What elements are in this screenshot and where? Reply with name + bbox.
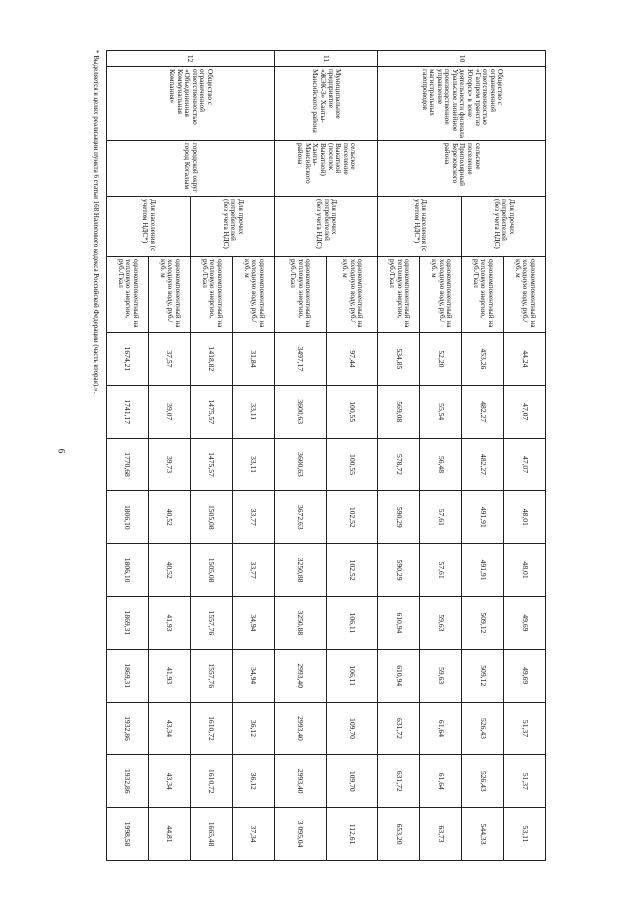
- tariff-value-cell: 1741,17: [107, 385, 149, 438]
- tariff-value-cell: 631,72: [378, 755, 420, 808]
- tariff-value-cell: 1806,10: [107, 491, 149, 544]
- tariff-table: [106, 50, 546, 861]
- tariff-value-cell: 2993,40: [274, 702, 326, 755]
- tariff-value-cell: 1475,57: [190, 438, 232, 491]
- tariff-value-cell: 33,11: [232, 438, 274, 491]
- tariff-value-cell: 482,27: [462, 385, 504, 438]
- tariff-value-cell: 57,61: [420, 491, 462, 544]
- tariff-type-cell: однокомпонентный на холодную воду, руб./куб. м: [232, 257, 274, 333]
- tariff-value-cell: 51,37: [504, 702, 546, 755]
- tariff-value-cell: 49,69: [504, 649, 546, 702]
- tariff-value-cell: 109,70: [326, 755, 378, 808]
- tariff-value-cell: 48,01: [504, 491, 546, 544]
- tariff-value-cell: 631,72: [378, 702, 420, 755]
- tariff-value-cell: 590,29: [378, 491, 420, 544]
- tariff-value-cell: 43,34: [149, 755, 191, 808]
- tariff-value-cell: 43,34: [149, 702, 191, 755]
- tariff-value-cell: 491,91: [462, 491, 504, 544]
- tariff-value-cell: 1665,48: [190, 808, 232, 861]
- tariff-value-cell: 1932,86: [107, 702, 149, 755]
- tariff-type-cell: однокомпонентный на тепловую энергию, руб./Гкал: [190, 257, 232, 333]
- tariff-value-cell: 482,27: [462, 438, 504, 491]
- tariff-type-cell: однокомпонентный на холодную воду, руб./куб. м: [420, 257, 462, 333]
- tariff-value-cell: 2993,40: [274, 649, 326, 702]
- tariff-value-cell: 526,43: [462, 755, 504, 808]
- tariff-value-cell: 1610,72: [190, 702, 232, 755]
- table-row: [232, 51, 274, 861]
- tariff-value-cell: 1610,72: [190, 755, 232, 808]
- tariff-value-cell: 112,61: [326, 808, 378, 861]
- tariff-value-cell: 31,84: [232, 333, 274, 386]
- tariff-value-cell: 34,94: [232, 596, 274, 649]
- tariff-value-cell: 97,44: [326, 333, 378, 386]
- tariff-value-cell: 491,91: [462, 544, 504, 597]
- table-row: [504, 51, 546, 861]
- tariff-value-cell: 55,54: [420, 385, 462, 438]
- consumer-group-cell: Для населения (с учетом НДС*): [378, 197, 462, 257]
- tariff-type-cell: однокомпонентный на холодную воду, руб./куб. м: [326, 257, 378, 333]
- tariff-value-cell: 33,77: [232, 491, 274, 544]
- tariff-value-cell: 61,64: [420, 755, 462, 808]
- tariff-value-cell: 1505,08: [190, 544, 232, 597]
- tariff-value-cell: 1932,86: [107, 755, 149, 808]
- table-row: [326, 51, 378, 861]
- tariff-value-cell: 1806,10: [107, 544, 149, 597]
- tariff-value-cell: 41,93: [149, 596, 191, 649]
- tariff-value-cell: 1557,76: [190, 596, 232, 649]
- tariff-value-cell: 48,01: [504, 544, 546, 597]
- tariff-value-cell: 2993,40: [274, 755, 326, 808]
- tariff-value-cell: 578,72: [378, 438, 420, 491]
- tariff-value-cell: 3497,17: [274, 333, 326, 386]
- tariff-value-cell: 569,08: [378, 385, 420, 438]
- tariff-type-cell: однокомпонентный на тепловую энергию, руб./Гкал: [378, 257, 420, 333]
- tariff-type-cell: однокомпонентный на холодную воду, руб./куб. м: [149, 257, 191, 333]
- tariff-value-cell: 653,20: [378, 808, 420, 861]
- tariff-value-cell: 3672,63: [274, 491, 326, 544]
- rotated-page-content: [86, 50, 546, 860]
- tariff-value-cell: 610,94: [378, 596, 420, 649]
- tariff-value-cell: 1998,58: [107, 808, 149, 861]
- territory-cell: городской округ город Когалым: [107, 141, 275, 197]
- tariff-value-cell: 39,07: [149, 385, 191, 438]
- tariff-value-cell: 509,12: [462, 596, 504, 649]
- tariff-value-cell: 610,94: [378, 649, 420, 702]
- tariff-value-cell: 36,12: [232, 702, 274, 755]
- tariff-value-cell: 3600,63: [274, 385, 326, 438]
- tariff-value-cell: 3 095,04: [274, 808, 326, 861]
- tariff-value-cell: 100,55: [326, 385, 378, 438]
- tariff-value-cell: 47,07: [504, 438, 546, 491]
- tariff-value-cell: 59,63: [420, 596, 462, 649]
- tariff-value-cell: 41,93: [149, 649, 191, 702]
- tariff-type-cell: однокомпонентный на холодную воду, руб./куб. м: [504, 257, 546, 333]
- tariff-value-cell: 1557,76: [190, 649, 232, 702]
- tariff-value-cell: 1770,68: [107, 438, 149, 491]
- tariff-value-cell: 33,11: [232, 385, 274, 438]
- tariff-value-cell: 56,48: [420, 438, 462, 491]
- tariff-value-cell: 453,26: [462, 333, 504, 386]
- tariff-value-cell: 37,57: [149, 333, 191, 386]
- tariff-value-cell: 544,33: [462, 808, 504, 861]
- tariff-value-cell: 102,52: [326, 544, 378, 597]
- tariff-value-cell: 1418,82: [190, 333, 232, 386]
- tariff-value-cell: 51,37: [504, 755, 546, 808]
- footnote: * Выделяется в целях реализации пункта 6 статьи 168 Налогового кодекса Российской Федерации (часть вторая).».: [92, 50, 100, 394]
- tariff-value-cell: 40,52: [149, 544, 191, 597]
- tariff-type-cell: однокомпонентный на тепловую энергию, руб./Гкал: [107, 257, 149, 333]
- tariff-value-cell: 34,94: [232, 649, 274, 702]
- row-index-cell: 11: [274, 51, 378, 67]
- tariff-value-cell: 3600,63: [274, 438, 326, 491]
- tariff-value-cell: 102,52: [326, 491, 378, 544]
- tariff-value-cell: 3250,88: [274, 544, 326, 597]
- tariff-value-cell: 526,43: [462, 702, 504, 755]
- organization-cell: Общество с ограниченной ответственностью «Объединенная Коммунальная Компания»: [107, 67, 275, 141]
- tariff-value-cell: 52,20: [420, 333, 462, 386]
- landscape-content: [86, 50, 546, 860]
- tariff-value-cell: 590,29: [378, 544, 420, 597]
- tariff-table-body: [107, 51, 546, 861]
- tariff-value-cell: 33,77: [232, 544, 274, 597]
- row-index-cell: 12: [107, 51, 275, 67]
- tariff-value-cell: 37,34: [232, 808, 274, 861]
- consumer-group-cell: Для прочих потребителей (без учета НДС): [462, 197, 546, 257]
- tariff-value-cell: 1475,57: [190, 385, 232, 438]
- tariff-type-cell: однокомпонентный на тепловую энергию, руб./Гкал: [462, 257, 504, 333]
- tariff-value-cell: 49,69: [504, 596, 546, 649]
- tariff-value-cell: 53,11: [504, 808, 546, 861]
- tariff-value-cell: 57,61: [420, 544, 462, 597]
- organization-cell: Муниципальное предприятие «ЖЭК-3» Ханты-Мансийского района: [274, 67, 378, 141]
- tariff-value-cell: 44,81: [149, 808, 191, 861]
- tariff-value-cell: 59,63: [420, 649, 462, 702]
- tariff-value-cell: 106,11: [326, 596, 378, 649]
- tariff-value-cell: 106,11: [326, 649, 378, 702]
- tariff-value-cell: 39,73: [149, 438, 191, 491]
- tariff-value-cell: 47,07: [504, 385, 546, 438]
- tariff-value-cell: 1674,21: [107, 333, 149, 386]
- tariff-value-cell: 1505,08: [190, 491, 232, 544]
- tariff-value-cell: 109,70: [326, 702, 378, 755]
- tariff-value-cell: 1869,31: [107, 596, 149, 649]
- territory-cell: сельское поселение Приполярный Березовского района: [378, 141, 546, 197]
- tariff-value-cell: 63,73: [420, 808, 462, 861]
- consumer-group-cell: Для прочих потребителей (без учета НДС): [190, 197, 274, 257]
- tariff-value-cell: 61,64: [420, 702, 462, 755]
- tariff-value-cell: 40,52: [149, 491, 191, 544]
- tariff-value-cell: 36,12: [232, 755, 274, 808]
- tariff-type-cell: однокомпонентный на тепловую энергию, руб./Гкал: [274, 257, 326, 333]
- tariff-value-cell: 534,85: [378, 333, 420, 386]
- territory-cell: сельское поселение Выкатной (поселок Выкатной) Ханты-Мансийского района: [274, 141, 378, 197]
- consumer-group-cell: Для населения (с учетом НДС*): [107, 197, 191, 257]
- tariff-value-cell: 509,12: [462, 649, 504, 702]
- organization-cell: Общество с ограниченной ответственностью «Газпром трансгаз Югорск» в зоне деятельности филиала Уральское линейное производственное управление магистральных газопроводов: [378, 67, 546, 141]
- tariff-value-cell: 100,55: [326, 438, 378, 491]
- tariff-value-cell: 44,24: [504, 333, 546, 386]
- consumer-group-cell: Для прочих потребителей (без учета НДС): [274, 197, 378, 257]
- tariff-value-cell: 1869,31: [107, 649, 149, 702]
- tariff-value-cell: 3250,88: [274, 596, 326, 649]
- row-index-cell: 10: [378, 51, 546, 67]
- page-number: 6: [56, 448, 67, 454]
